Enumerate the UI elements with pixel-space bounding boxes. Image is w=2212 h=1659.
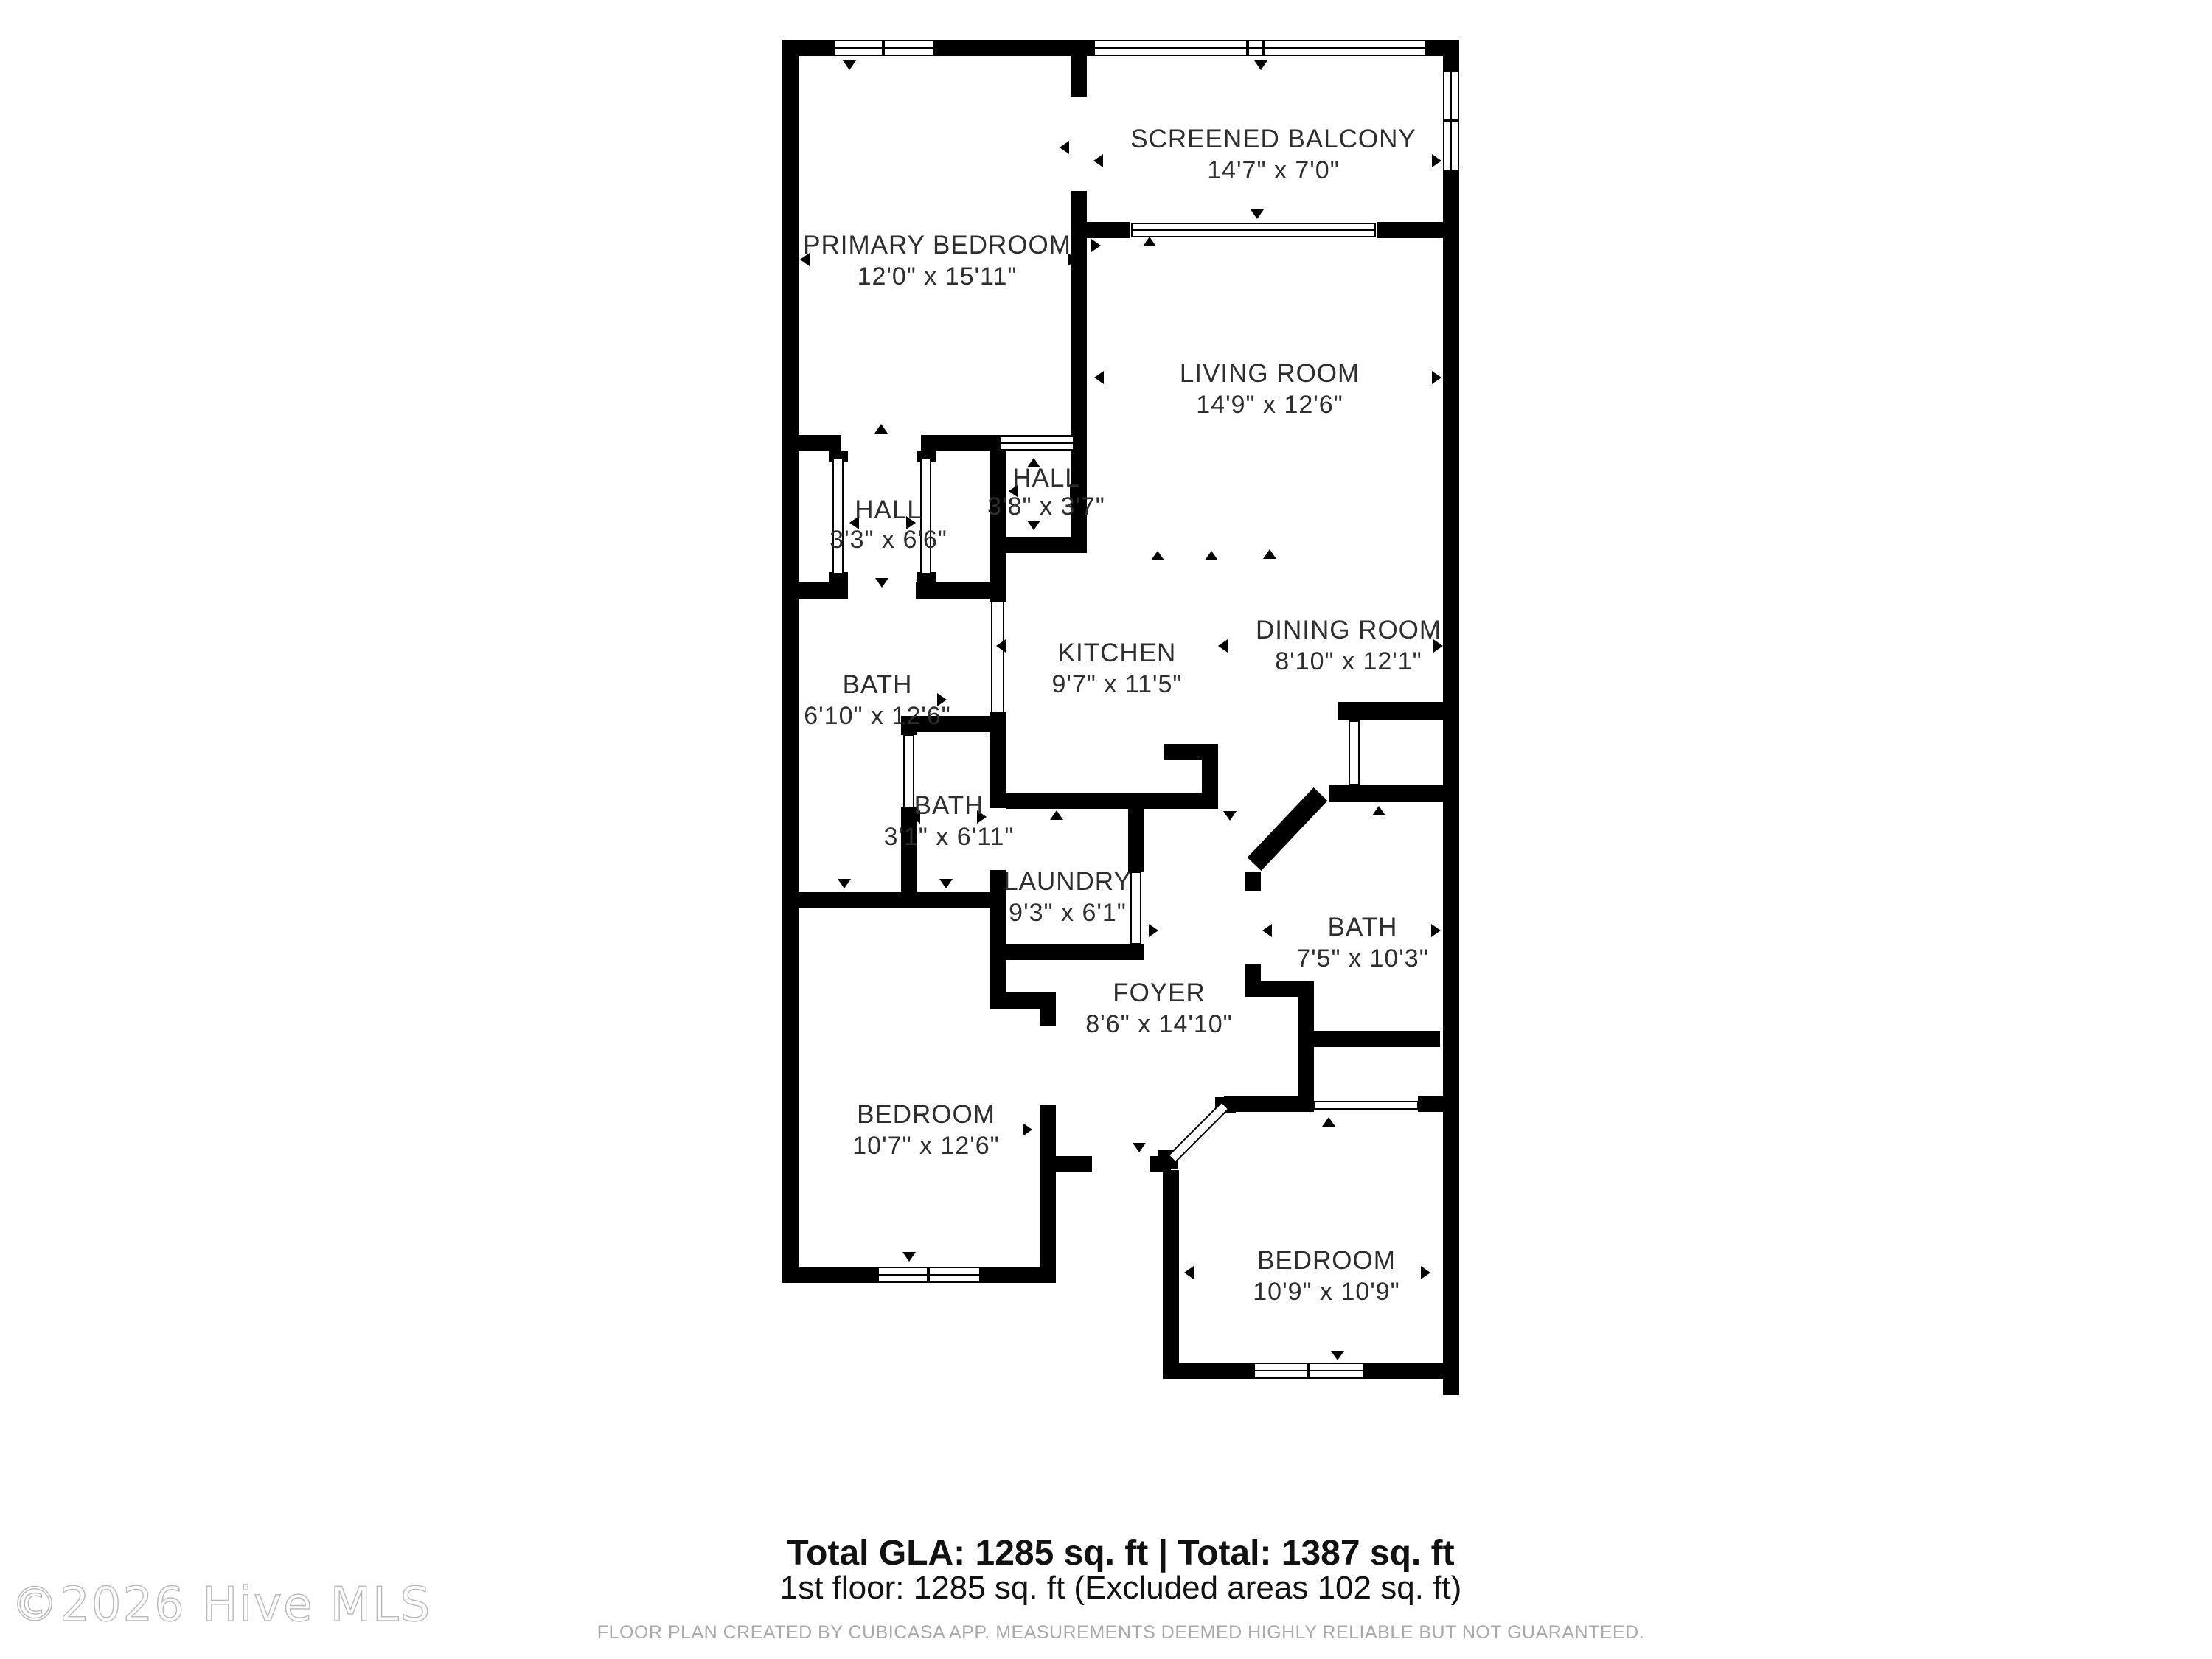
room-label-foyer: FOYER — [1113, 978, 1206, 1007]
diagonal-wall — [1254, 794, 1321, 864]
down-arrow-icon — [1223, 811, 1237, 821]
jamb — [1003, 602, 1004, 712]
left-arrow-icon — [1093, 154, 1103, 167]
cased-opening-midline — [1000, 442, 1074, 444]
left-arrow-icon — [1262, 924, 1272, 937]
window-midline — [1094, 47, 1426, 49]
room-dims-dining-room: 8'10" x 12'1" — [1275, 647, 1422, 675]
up-arrow-icon — [1205, 551, 1218, 560]
up-arrow-icon — [1322, 1117, 1335, 1127]
jamb — [1071, 191, 1087, 193]
room-dims-laundry: 9'3" x 6'1" — [1009, 899, 1127, 927]
room-dims-hall: 3'3" x 6'6" — [830, 526, 947, 554]
jamb — [839, 435, 841, 451]
room-label-balcony: SCREENED BALCONY — [1130, 125, 1416, 153]
room-label-living-room: LIVING ROOM — [1179, 359, 1360, 388]
window-mullion — [882, 41, 885, 55]
wall — [990, 944, 1144, 960]
right-arrow-icon — [1432, 371, 1441, 384]
wall — [782, 40, 799, 1283]
wall — [1163, 1170, 1179, 1379]
jamb — [1245, 964, 1261, 967]
room-dims-bath-main: 6'10" x 12'6" — [804, 702, 951, 730]
room-label-bedroom-left: BEDROOM — [857, 1100, 995, 1129]
jamb — [1040, 1105, 1056, 1107]
closet-wall-cap — [829, 572, 848, 590]
window-mullion — [1262, 41, 1265, 55]
floor-area-line: 1st floor: 1285 sq. ft (Excluded areas 102 sq. ft) — [779, 1570, 1462, 1606]
mls-watermark: ©2026 Hive MLS — [11, 1578, 432, 1632]
wall — [1418, 1096, 1443, 1112]
room-label-bath-small: BATH — [914, 791, 984, 820]
wall — [1224, 1096, 1310, 1112]
room-dims-bedroom-right: 10'9" x 10'9" — [1253, 1278, 1400, 1306]
room-dims-bath-small: 3'1" x 6'11" — [883, 823, 1015, 851]
right-arrow-icon — [1431, 924, 1441, 937]
room-dims-balcony: 14'7" x 7'0" — [1207, 156, 1340, 184]
closet-door — [921, 459, 931, 574]
jamb — [1071, 94, 1087, 97]
left-arrow-icon — [1094, 371, 1104, 384]
left-arrow-icon — [1184, 1266, 1194, 1279]
room-label-hall: HALL — [855, 495, 922, 524]
left-arrow-icon — [1060, 141, 1069, 154]
left-arrow-icon — [1218, 639, 1228, 653]
total-area-line: Total GLA: 1285 sq. ft | Total: 1387 sq. ft — [787, 1534, 1455, 1573]
up-arrow-icon — [1372, 806, 1385, 815]
down-arrow-icon — [1254, 60, 1267, 70]
wall — [1338, 702, 1447, 720]
room-label-bath-main: BATH — [842, 670, 913, 699]
right-arrow-icon — [1149, 924, 1158, 937]
room-label-dining-room: DINING ROOM — [1255, 616, 1442, 644]
window-mullion — [927, 1267, 930, 1282]
wall — [1245, 981, 1314, 997]
window-mullion — [1307, 1363, 1310, 1378]
room-dims-hall-small: 3'8" x 3'7" — [987, 493, 1105, 521]
angled-entry-door — [1169, 1102, 1228, 1162]
pantry-door — [1349, 721, 1359, 785]
wall — [1329, 785, 1447, 802]
room-dims-bedroom-left: 10'7" x 12'6" — [852, 1132, 1000, 1160]
down-arrow-icon — [1251, 209, 1264, 219]
wall — [990, 793, 1218, 809]
bedroom-left-door-opening — [1040, 1025, 1056, 1106]
disclaimer-line: FLOOR PLAN CREATED BY CUBICASA APP. MEASUREMENTS DEEMED HIGHLY RELIABLE BUT NOT GUARANTEED. — [597, 1622, 1645, 1643]
down-arrow-icon — [1331, 1351, 1344, 1360]
room-dims-kitchen: 9'7" x 11'5" — [1051, 670, 1183, 698]
jamb — [991, 602, 992, 712]
room-label-bath-right: BATH — [1327, 913, 1398, 942]
room-dims-bath-right: 7'5" x 10'3" — [1296, 945, 1429, 973]
wall — [1202, 744, 1218, 809]
bath-right-door-opening — [1245, 890, 1261, 966]
jamb — [1150, 1156, 1152, 1172]
window-mullion — [1444, 119, 1458, 122]
footer — [597, 1534, 1644, 1643]
closet-front — [1314, 1102, 1418, 1109]
closet-door — [833, 459, 843, 574]
right-arrow-icon — [1432, 154, 1441, 167]
wall — [1298, 997, 1314, 1112]
up-arrow-icon — [1151, 551, 1164, 560]
jamb — [1090, 1156, 1092, 1172]
wall — [1006, 992, 1040, 1009]
wall — [990, 537, 1087, 553]
down-arrow-icon — [902, 1252, 916, 1262]
down-arrow-icon — [838, 879, 851, 888]
closet-wall-cap — [917, 572, 936, 590]
up-arrow-icon — [1263, 549, 1276, 559]
up-arrow-icon — [1050, 810, 1063, 820]
room-label-kitchen: KITCHEN — [1057, 639, 1177, 667]
down-arrow-icon — [1133, 1143, 1146, 1152]
primary-door-opening — [841, 435, 922, 451]
jamb — [1245, 888, 1261, 891]
jamb — [921, 435, 923, 451]
up-arrow-icon — [874, 424, 888, 434]
right-arrow-icon — [1421, 1266, 1430, 1279]
right-arrow-icon — [1091, 239, 1101, 252]
wall — [782, 892, 1006, 908]
laundry-door — [1131, 872, 1141, 944]
room-label-primary-bedroom: PRIMARY BEDROOM — [803, 231, 1071, 260]
jamb — [1040, 1023, 1056, 1026]
sliding-door-midline — [1132, 229, 1375, 231]
pocket-door — [904, 735, 914, 807]
room-label-hall-small: HALL — [1012, 464, 1080, 493]
balcony-door-opening — [1071, 96, 1087, 192]
entry-door-opening — [1091, 1156, 1150, 1172]
room-label-bedroom-right: BEDROOM — [1257, 1246, 1396, 1275]
down-arrow-icon — [1027, 521, 1040, 530]
room-dims-foyer: 8'6" x 14'10" — [1085, 1010, 1233, 1038]
window-mullion — [1246, 41, 1249, 55]
down-arrow-icon — [939, 879, 953, 888]
room-dims-living-room: 14'9" x 12'6" — [1196, 391, 1343, 419]
room-label-laundry: LAUNDRY — [1004, 867, 1132, 896]
room-dims-primary-bedroom: 12'0" x 15'11" — [857, 262, 1018, 291]
down-arrow-icon — [843, 60, 856, 70]
right-arrow-icon — [1023, 1123, 1032, 1136]
wall — [1309, 1031, 1440, 1047]
